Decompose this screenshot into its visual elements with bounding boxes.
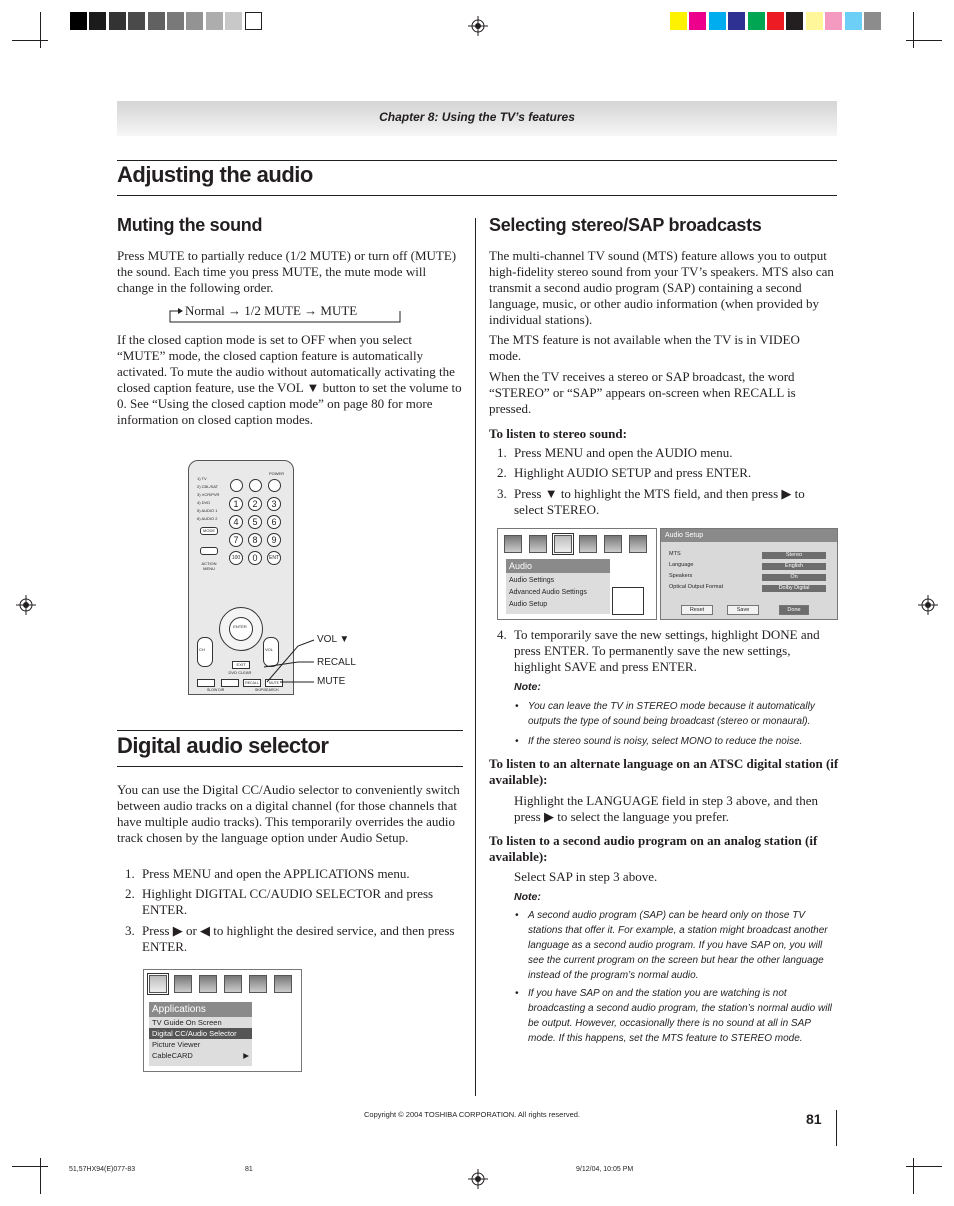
note-item	[515, 986, 840, 1046]
stereo-step-4	[497, 627, 836, 675]
note-text: You can leave the TV in STEREO mode because it automatically outputs the type of sound being broadcast (stereo or monaural).	[528, 701, 815, 727]
column-divider	[475, 218, 476, 1096]
menu-tab-icon	[249, 975, 267, 993]
note-item	[515, 908, 840, 983]
audio-setup-row	[669, 562, 833, 573]
applications-menu-panel	[149, 1002, 252, 1066]
muting-heading: Muting the sound	[117, 215, 263, 235]
applications-menu-item: Digital CC/Audio Selector	[149, 1028, 252, 1039]
list-item-text: Highlight DIGITAL CC/AUDIO SELECTOR and press ENTER.	[142, 886, 434, 917]
color-swatch	[709, 12, 726, 30]
page-number-rule	[836, 1110, 837, 1146]
remote-digit-button: 4	[229, 515, 243, 529]
menu-tab-icon	[629, 535, 647, 553]
remote-digit-button: 6	[267, 515, 281, 529]
color-swatch	[748, 12, 765, 30]
digital-rule-bottom	[117, 766, 463, 767]
list-item	[125, 886, 464, 918]
remote-digit-button: 1	[229, 497, 243, 511]
remote-dvd-clear-label: DVD CLEAR	[228, 670, 252, 675]
gray-swatch	[128, 12, 145, 30]
audio-setup-title: Audio Setup	[661, 529, 837, 542]
audio-setup-value: English	[762, 563, 826, 570]
applications-menu-item: Picture Viewer	[152, 1040, 201, 1049]
crop-mark	[40, 12, 41, 48]
remote-digit-button: 2	[248, 497, 262, 511]
slug-file: 51,57HX94(E)077-83	[69, 1166, 136, 1173]
menu-tab-icon	[149, 975, 167, 993]
audio-setup-button: Done	[779, 605, 809, 615]
gray-swatch	[186, 12, 203, 30]
menu-tab-icon	[174, 975, 192, 993]
remote-vol-label: VOL	[265, 647, 274, 652]
remote-input-item: 1) TV	[197, 476, 207, 481]
remote-digit-button: 5	[248, 515, 262, 529]
audio-setup-screen	[660, 528, 838, 620]
audio-setup-rows	[669, 551, 833, 595]
recall-callout: RECALL	[317, 657, 356, 668]
mute-cycle-text: Normal → 1/2 MUTE → MUTE	[185, 303, 358, 318]
note-text: If you have SAP on and the station you are watching is not broadcasting a second audio program, the station’s normal audio will be output. However, occasionally there is no sound at all in SAP mode. If this happens, set the MTS feature to STEREO mode.	[528, 988, 832, 1044]
menu-tab-icon	[224, 975, 242, 993]
remote-input-item: 3) VCR/PVR	[197, 492, 220, 497]
menu-tab-icon	[504, 535, 522, 553]
menu-tab-icon	[274, 975, 292, 993]
remote-digit-button: 100	[229, 551, 243, 565]
stereo-paragraph-2: The MTS feature is not available when the TV is in VIDEO mode.	[489, 332, 800, 363]
note-item	[515, 699, 840, 729]
submenu-arrow-icon: ▶	[243, 1051, 249, 1060]
remote-mode-button: MODE	[200, 527, 218, 535]
muting-caption-paragraph: If the closed caption mode is set to OFF when you select “MUTE” mode, the closed caption feature is automatically activated. To mute the audio without automatically activating the closed caption feature, use the VOL ▼ button to set the volume to 0. See “Using the closed caption mode” on page 80 for more information on closed caption modes.	[117, 332, 462, 427]
audio-setup-label: Speakers	[669, 573, 693, 579]
color-swatch	[806, 12, 823, 30]
audio-setup-row	[669, 584, 833, 595]
list-item-text: Highlight AUDIO SETUP and press ENTER.	[514, 465, 752, 480]
remote-digit-button: 7	[229, 533, 243, 547]
applications-menu-item: TV Guide On Screen	[152, 1018, 222, 1027]
digital-rule-top	[117, 730, 463, 731]
remote-input-item: 6) AUDIO 2	[197, 516, 218, 521]
audio-setup-label: Optical Output Format	[669, 584, 724, 590]
list-item-number: 1.	[497, 445, 507, 460]
color-swatch	[825, 12, 842, 30]
note-text: A second audio program (SAP) can be heard only on those TV stations that offer it. For example, a station might broadcast another language as a second audio program. If you have SAP on, you will see the current program on the screen but hear the other language instead of the program’s normal audio.	[528, 910, 828, 981]
bullet-icon: •	[515, 736, 519, 747]
alt-language-text: Highlight the LANGUAGE field in step 3 above, and then press ▶ to select the language you prefer.	[514, 793, 818, 824]
color-swatch	[864, 12, 881, 30]
applications-menu-item: CableCARD ▶	[152, 1051, 249, 1060]
stereo-listen-heading: To listen to stereo sound:	[489, 426, 627, 441]
note-label: Note:	[514, 891, 541, 903]
registration-mark-icon	[468, 16, 488, 36]
remote-callout-lines	[262, 630, 322, 690]
gray-swatch	[89, 12, 106, 30]
list-item-number: 1.	[125, 866, 135, 881]
digital-paragraph: You can use the Digital CC/Audio selector to conveniently switch between audio tracks on a digital channel (for those channels that have multiple audio tracks). This temporarily overrides the audio track chosen by the language option under Audio Setup.	[117, 782, 460, 845]
registration-mark-icon	[468, 1169, 488, 1189]
remote-input-item: 5) AUDIO 1	[197, 508, 218, 513]
audio-menu-panel	[506, 559, 610, 614]
list-item-text: Press ▼ to highlight the MTS field, and then press ▶ to select STEREO.	[514, 486, 805, 517]
audio-setup-label: Language	[669, 562, 694, 568]
crop-mark	[906, 1166, 942, 1167]
menu-tab-icon	[554, 535, 572, 553]
registration-mark-icon	[918, 595, 938, 615]
list-item	[125, 923, 464, 955]
remote-mute-button: MUTE	[265, 679, 283, 687]
applications-menu-list	[149, 1017, 252, 1061]
list-item-number: 2.	[497, 465, 507, 480]
gray-swatch	[70, 12, 87, 30]
bullet-icon: •	[515, 988, 519, 999]
menu-icon-row	[504, 535, 654, 555]
color-swatch	[767, 12, 784, 30]
audio-menu-preview-box	[612, 587, 644, 615]
remote-button	[221, 679, 239, 687]
registration-mark-icon	[16, 595, 36, 615]
applications-menu-screen	[143, 969, 302, 1072]
color-swatch	[845, 12, 862, 30]
note-item	[515, 734, 840, 749]
color-swatch	[786, 12, 803, 30]
remote-enter-label: ENTER	[233, 624, 247, 629]
bullet-icon: •	[515, 910, 519, 921]
alt-language-heading: To listen to an alternate language on an ATSC digital station (if available):	[489, 756, 839, 787]
list-item-number: 2.	[125, 886, 135, 901]
list-item-number: 3.	[497, 486, 507, 501]
gray-swatch	[225, 12, 242, 30]
crop-mark	[12, 1166, 48, 1167]
page-number: 81	[806, 1111, 822, 1127]
audio-setup-button: Save	[727, 605, 759, 615]
sap-text: Select SAP in step 3 above.	[514, 869, 658, 884]
remote-ch-label: CH	[199, 647, 205, 652]
chapter-header: Chapter 8: Using the TV’s features	[379, 110, 575, 124]
audio-setup-button: Reset	[681, 605, 713, 615]
audio-setup-label: MTS	[669, 551, 681, 557]
menu-icon-row	[149, 975, 299, 995]
remote-action-menu-label: ACTION MENU	[201, 561, 217, 571]
stereo-step-4-number: 4.	[497, 627, 507, 642]
gray-swatch	[206, 12, 223, 30]
remote-recall-button: RECALL	[243, 679, 261, 687]
menu-tab-icon	[604, 535, 622, 553]
audio-setup-row	[669, 573, 833, 584]
remote-power-label: POWER	[269, 471, 285, 476]
gray-swatch	[109, 12, 126, 30]
stereo-step-4-text: To temporarily save the new settings, highlight DONE and press ENTER. To permanently save the new settings, highlight SAVE and press ENTER.	[514, 627, 820, 674]
list-item-text: Press ▶ or ◀ to highlight the desired service, and then press ENTER.	[142, 923, 455, 954]
page-title: Adjusting the audio	[117, 162, 313, 187]
audio-menu-title: Audio	[506, 559, 610, 573]
audio-menu-list	[506, 573, 610, 613]
crop-mark	[913, 12, 914, 48]
crop-mark	[906, 40, 942, 41]
audio-setup-value: Dolby Digital	[762, 585, 826, 592]
remote-digit-button: 8	[248, 533, 262, 547]
bullet-icon: •	[515, 701, 519, 712]
audio-menu-item: Audio Setup	[509, 601, 548, 608]
remote-power-button	[268, 479, 281, 492]
remote-digit-button: 3	[267, 497, 281, 511]
crop-mark	[12, 40, 48, 41]
menu-tab-icon	[579, 535, 597, 553]
list-item-text: Press MENU and open the APPLICATIONS menu.	[142, 866, 410, 881]
remote-skip-search-label: SKIP/SEARCH	[255, 688, 279, 692]
color-swatch	[728, 12, 745, 30]
gray-swatch	[245, 12, 262, 30]
title-rule-bottom	[117, 195, 837, 196]
applications-menu-title: Applications	[149, 1002, 252, 1017]
remote-digit-button: ENT	[267, 551, 281, 565]
stereo-heading: Selecting stereo/SAP broadcasts	[489, 215, 762, 235]
vol-callout: VOL ▼	[317, 634, 350, 645]
remote-button	[197, 679, 215, 687]
list-item-number: 3.	[125, 923, 135, 938]
audio-setup-row	[669, 551, 833, 562]
remote-enter-button	[229, 617, 253, 641]
menu-tab-icon	[199, 975, 217, 993]
remote-digit-button: 9	[267, 533, 281, 547]
color-swatch	[670, 12, 687, 30]
muting-paragraph: Press MUTE to partially reduce (1/2 MUTE) or turn off (MUTE) the sound. Each time you press MUTE, the mute mode will change in the following order.	[117, 248, 457, 295]
crop-mark	[913, 1158, 914, 1194]
remote-channel-rocker	[197, 637, 213, 667]
remote-number-pad	[229, 497, 284, 572]
remote-button	[200, 547, 218, 555]
digital-heading: Digital audio selector	[117, 733, 329, 758]
note-label: Note:	[514, 681, 541, 693]
stereo-paragraph-1: The multi-channel TV sound (MTS) feature allows you to output high-fidelity stereo sound from your TV’s speakers. MTS also can transmit a second audio program (SAP) containing a second language, music, or other audio information (when provided by individual stations).	[489, 248, 834, 327]
stereo-paragraph-3: When the TV receives a stereo or SAP broadcast, the word “STEREO” or “SAP” appears on-screen when RECALL is pressed.	[489, 369, 796, 416]
remote-slow-dir-label: SLOW DIR	[207, 688, 225, 692]
audio-menu-item: Audio Settings	[509, 577, 555, 584]
copyright: Copyright © 2004 TOSHIBA CORPORATION. All rights reserved.	[364, 1110, 581, 1119]
list-item	[125, 866, 464, 882]
slug-date: 9/12/04, 10:05 PM	[576, 1166, 634, 1173]
menu-tab-icon	[529, 535, 547, 553]
remote-input-list	[197, 475, 219, 523]
audio-menu-screen	[497, 528, 657, 620]
sap-heading: To listen to a second audio program on an analog station (if available):	[489, 833, 818, 864]
gray-swatch	[148, 12, 165, 30]
audio-setup-value: On	[762, 574, 826, 581]
remote-button	[230, 479, 243, 492]
gray-swatch	[167, 12, 184, 30]
list-item	[497, 445, 836, 461]
note-text: If the stereo sound is noisy, select MONO to reduce the noise.	[528, 736, 803, 747]
list-item-text: Press MENU and open the AUDIO menu.	[514, 445, 733, 460]
list-item	[497, 465, 836, 481]
title-rule-top	[117, 160, 837, 161]
audio-menu-item: Advanced Audio Settings	[509, 589, 587, 596]
remote-exit-button: EXIT	[232, 661, 250, 669]
remote-button	[249, 479, 262, 492]
crop-mark	[40, 1158, 41, 1194]
slug-page: 81	[245, 1166, 253, 1173]
mute-callout: MUTE	[317, 676, 346, 687]
list-item	[497, 486, 836, 518]
audio-setup-value: Stereo	[762, 552, 826, 559]
color-swatch	[689, 12, 706, 30]
remote-input-item: 2) CBL/SAT	[197, 484, 219, 489]
remote-digit-button: 0	[248, 551, 262, 565]
remote-input-item: 4) DVD	[197, 500, 211, 505]
